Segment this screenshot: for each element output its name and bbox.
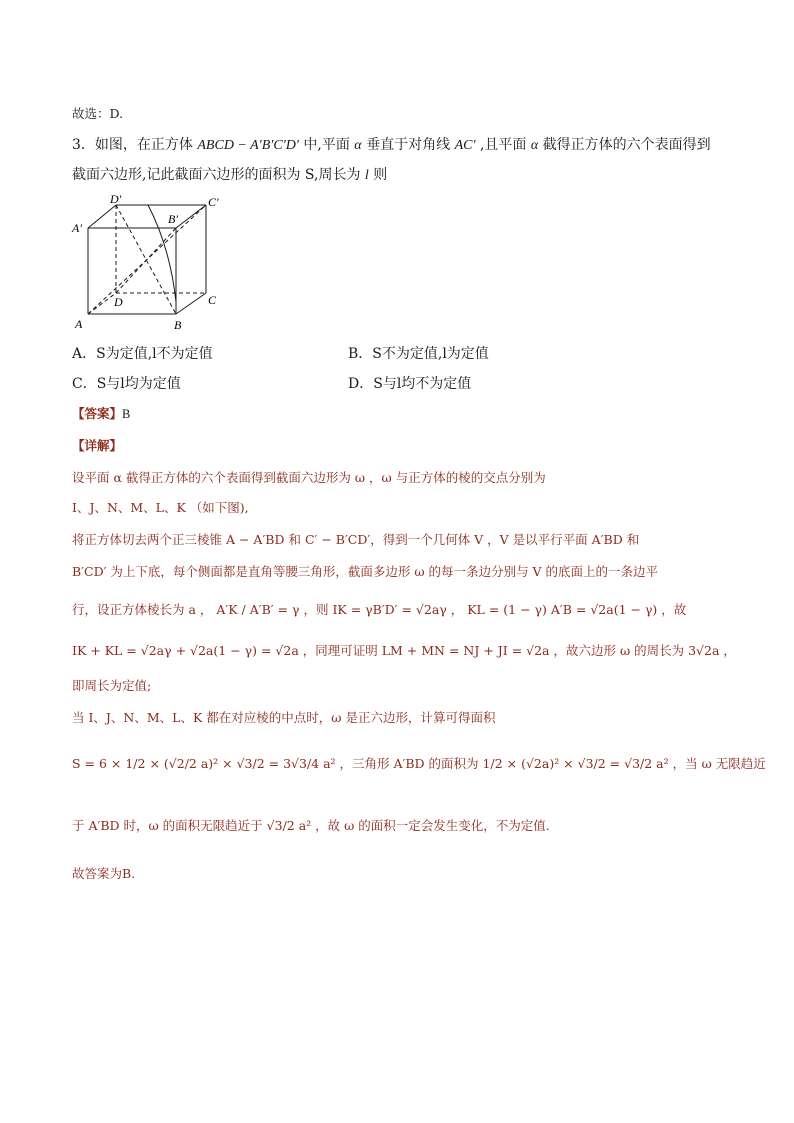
detail-p8: 当 I、J、N、M、L、K 都在对应棱的中点时，ω 是正六边形，计算可得面积 [72,710,496,725]
label-A: A [75,317,83,331]
detail-p10: 于 A′BD 时，ω 的面积无限趋近于 √3/2 a² ，故 ω 的面积一定会发生变化，不为定值. [72,818,550,833]
label-D: D [114,295,123,309]
detail-p11: 故答案为B. [72,866,136,881]
answer-value: B [122,407,131,421]
detail-p1: 设平面 α 截得正方体的六个表面得到截面六边形为 ω ，ω 与正方体的棱的交点分别为 [72,470,546,485]
detail-label: 【详解】 [72,438,123,453]
detail-p4: B′CD′ 为上下底，每个侧面都是直角等腰三角形，截面多边形 ω 的每一条边分别与 V 的底面上的一条边平 [72,564,659,579]
option-C[interactable]: C．S与l均为定值 [72,376,181,392]
detail-p6: IK + KL = √2aγ + √2a(1 − γ) = √2a ，同理可证明 LM + MN = NJ + JI = √2a ，故六边形 ω 的周长为 3√2a ， [72,643,736,658]
label-Bp: B′ [168,212,178,226]
cube-figure [70,192,230,332]
detail-p3: 将正方体切去两个正三棱锥 A − A′BD 和 C′ − B′CD′，得到一个几何体 V ，V 是以平行平面 A′BD 和 [72,532,640,547]
label-Cp: C′ [208,195,219,209]
label-C: C [208,293,217,307]
label-B: B [174,318,182,332]
detail-p7: 即周长为定值; [72,678,152,693]
question-number: 3． [72,137,95,153]
option-A[interactable]: A．S为定值,l不为定值 [72,346,213,362]
detail-p2: I、J、N、M、L、K （如下图), [72,500,249,515]
question-stem-line2: 截面六边形,记此截面六边形的面积为 S,周长为 l 则 [72,167,388,183]
answer-label: 【答案】 [72,406,123,421]
previous-conclusion: 故选：D. [72,106,124,121]
detail-p5: 行，设正方体棱长为 a ， A′K / A′B′ = γ ，则 IK = γB′D′ = √2aγ ， KL = (1 − γ) A′B = √2a(1 − γ) ，故 [72,602,687,617]
option-D[interactable]: D．S与l均不为定值 [348,376,472,392]
answer-line [72,404,130,422]
detail-p9: S = 6 × 1/2 × (√2/2 a)² × √3/2 = 3√3/4 a² ，三角形 A′BD 的面积为 1/2 × (√2a)² × √3/2 = √3/2 a² ，当 ω 无限趋近 [72,756,766,771]
question-stem-line1: 3．如图，在正方体 ABCD − A′B′C′D′ 中,平面 α 垂直于对角线 AC′ ,且平面 α 截得正方体的六个表面得到 [72,137,711,153]
label-Dp: D′ [110,192,122,206]
option-B[interactable]: B．S不为定值,l为定值 [348,346,489,362]
label-Ap: A′ [72,221,82,235]
